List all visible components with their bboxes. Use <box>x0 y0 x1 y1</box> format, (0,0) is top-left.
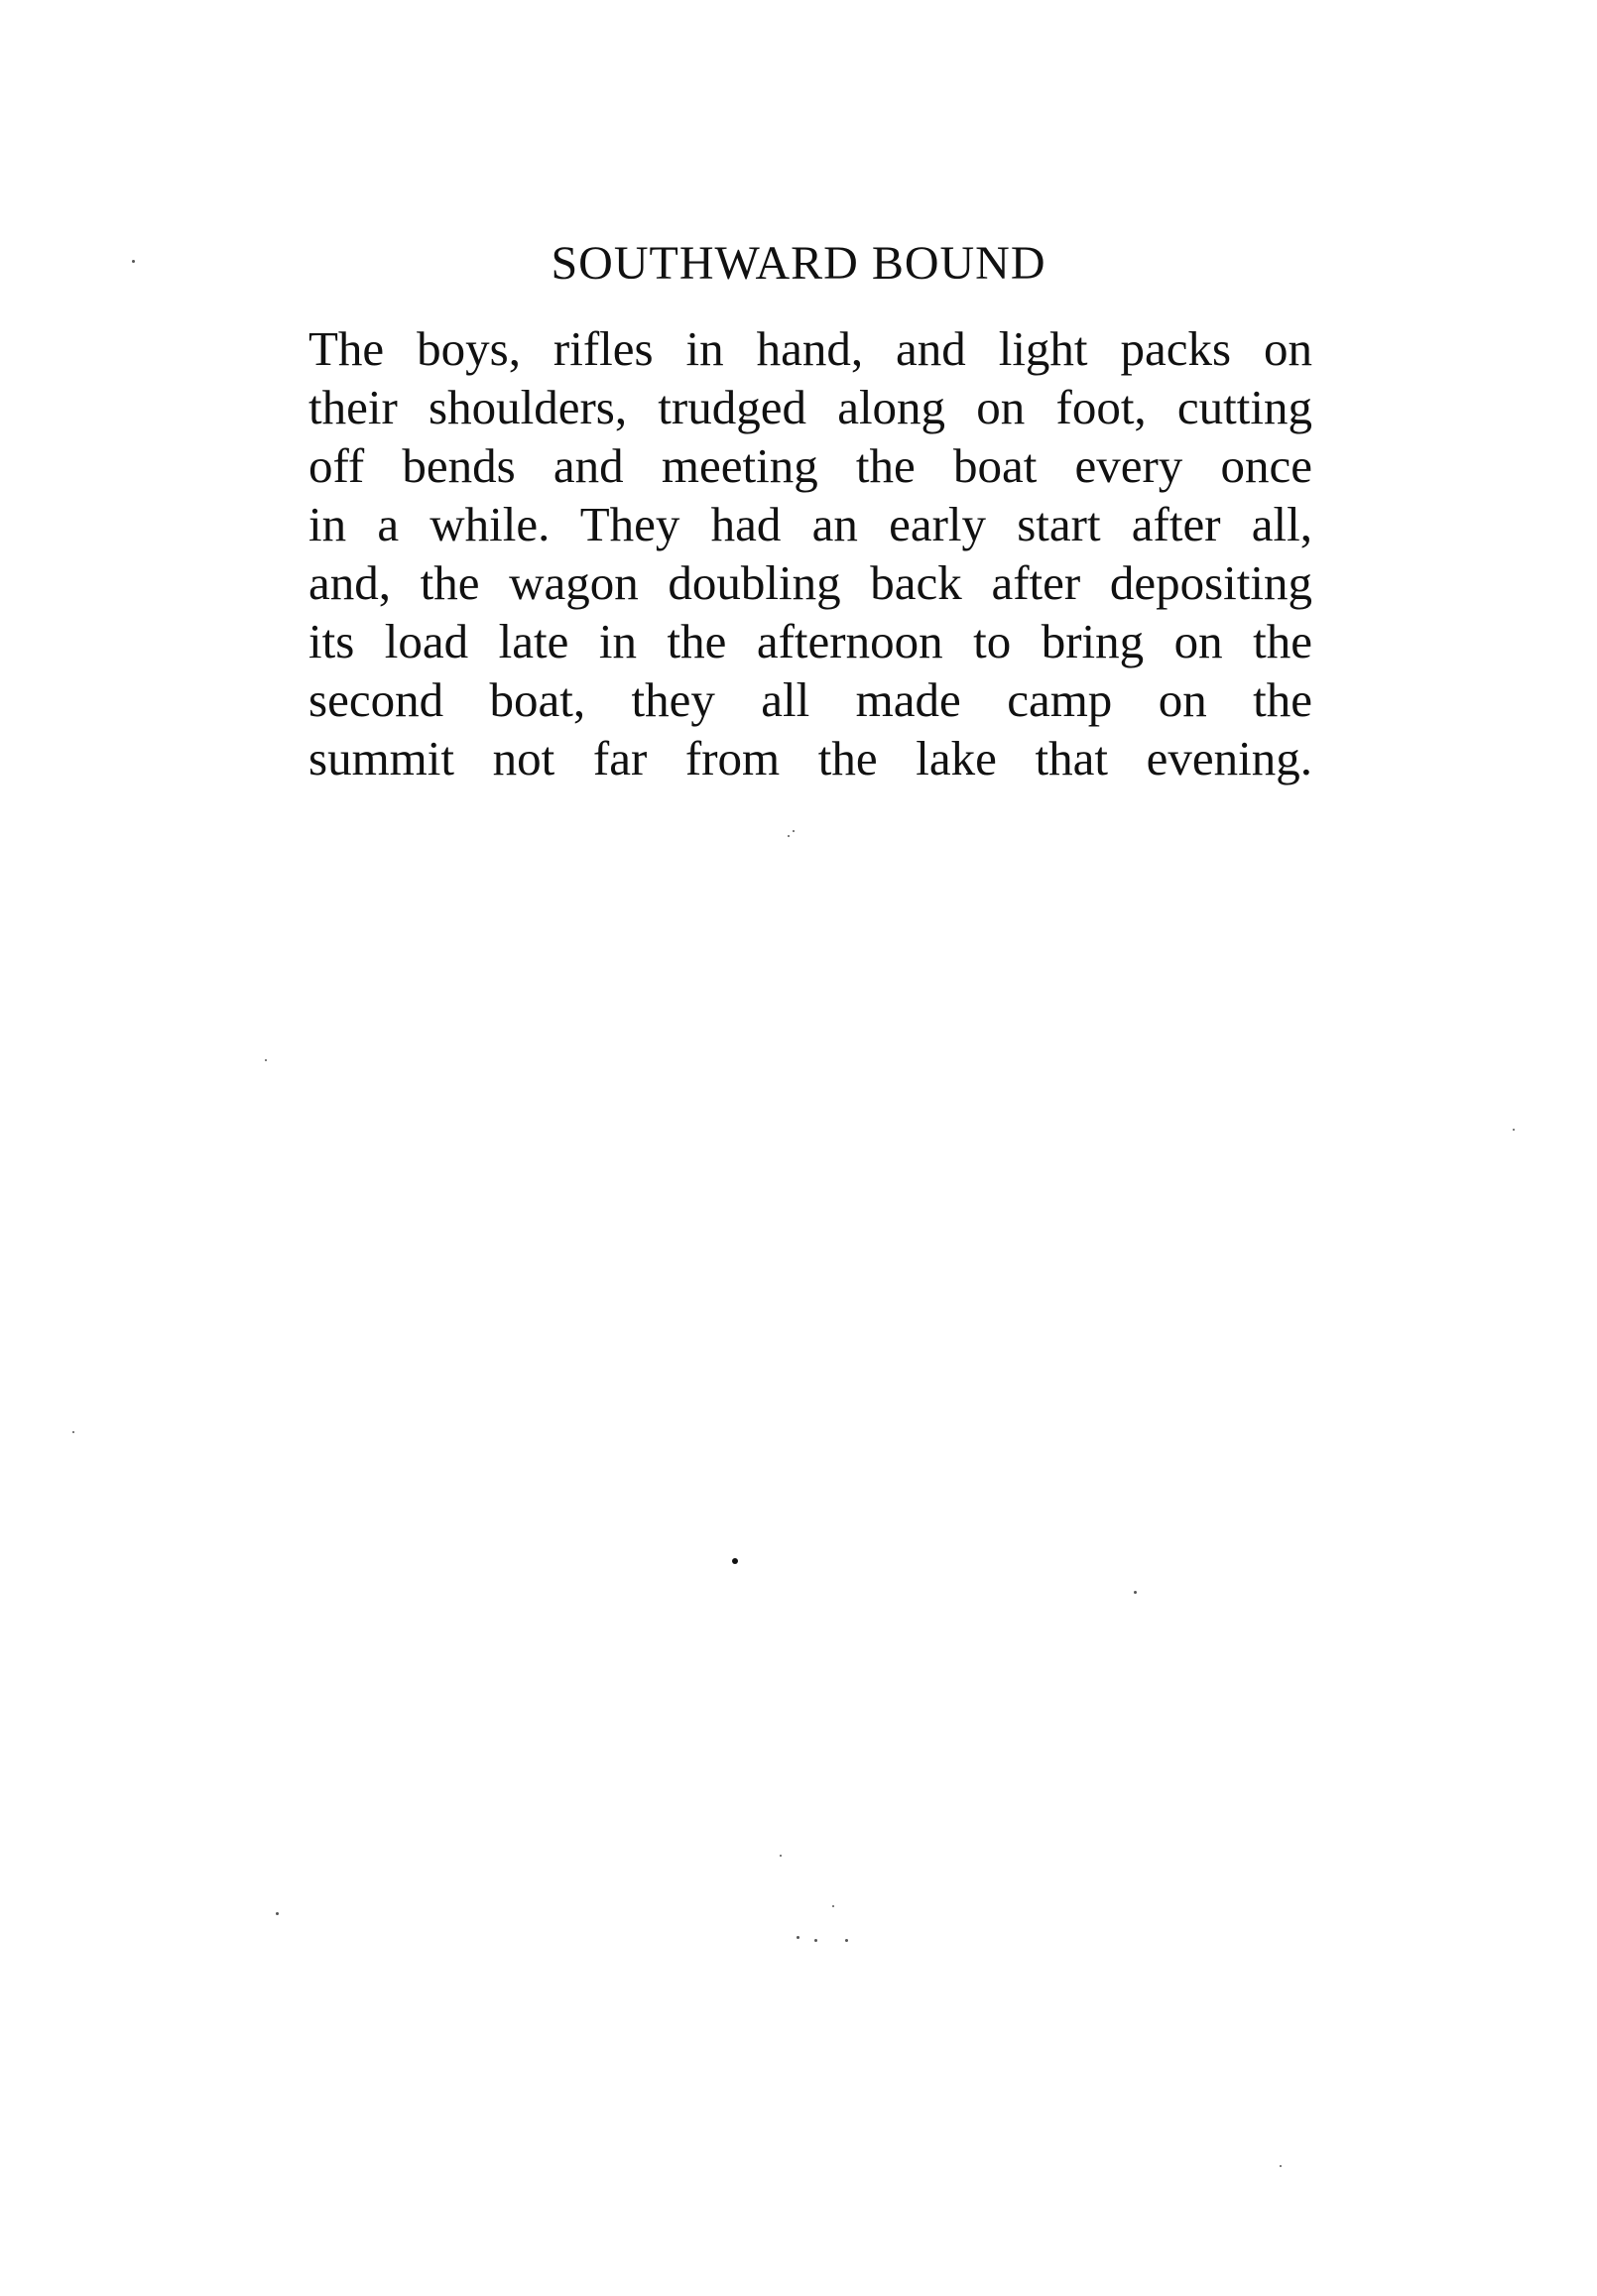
scan-speck <box>276 1912 279 1915</box>
paragraph-line: The boys, rifles in hand, and light packs on <box>308 321 1312 376</box>
paragraph-line: off bends and meeting the boat every once <box>308 438 1312 493</box>
paragraph-line: their shoulders, trudged along on foot, cutting <box>308 380 1312 434</box>
scan-speck <box>845 1939 848 1942</box>
scan-speck <box>814 1939 817 1942</box>
paragraph-line: its load late in the afternoon to bring on the <box>308 614 1312 668</box>
paragraph-line: in a while. They had an early start after all, <box>308 497 1312 551</box>
scan-speck <box>780 1855 782 1857</box>
scan-speck <box>793 830 795 832</box>
scan-speck <box>832 1905 834 1907</box>
scan-speck <box>265 1059 267 1061</box>
paragraph-line: summit not far from the lake that evening. <box>308 731 1312 785</box>
scan-speck <box>788 835 790 837</box>
scan-speck <box>797 1936 799 1939</box>
scan-speck <box>1513 1129 1515 1131</box>
scan-speck <box>1134 1591 1137 1594</box>
scan-speck <box>732 1558 738 1564</box>
body-paragraph <box>308 319 1312 787</box>
scan-speck <box>132 260 135 263</box>
paragraph-line: and, the wagon doubling back after depositing <box>308 555 1312 610</box>
scan-speck <box>72 1431 74 1433</box>
paragraph-line: second boat, they all made camp on the <box>308 672 1312 727</box>
running-head: SOUTHWARD BOUND <box>551 237 1046 290</box>
scan-speck <box>1280 2165 1282 2167</box>
